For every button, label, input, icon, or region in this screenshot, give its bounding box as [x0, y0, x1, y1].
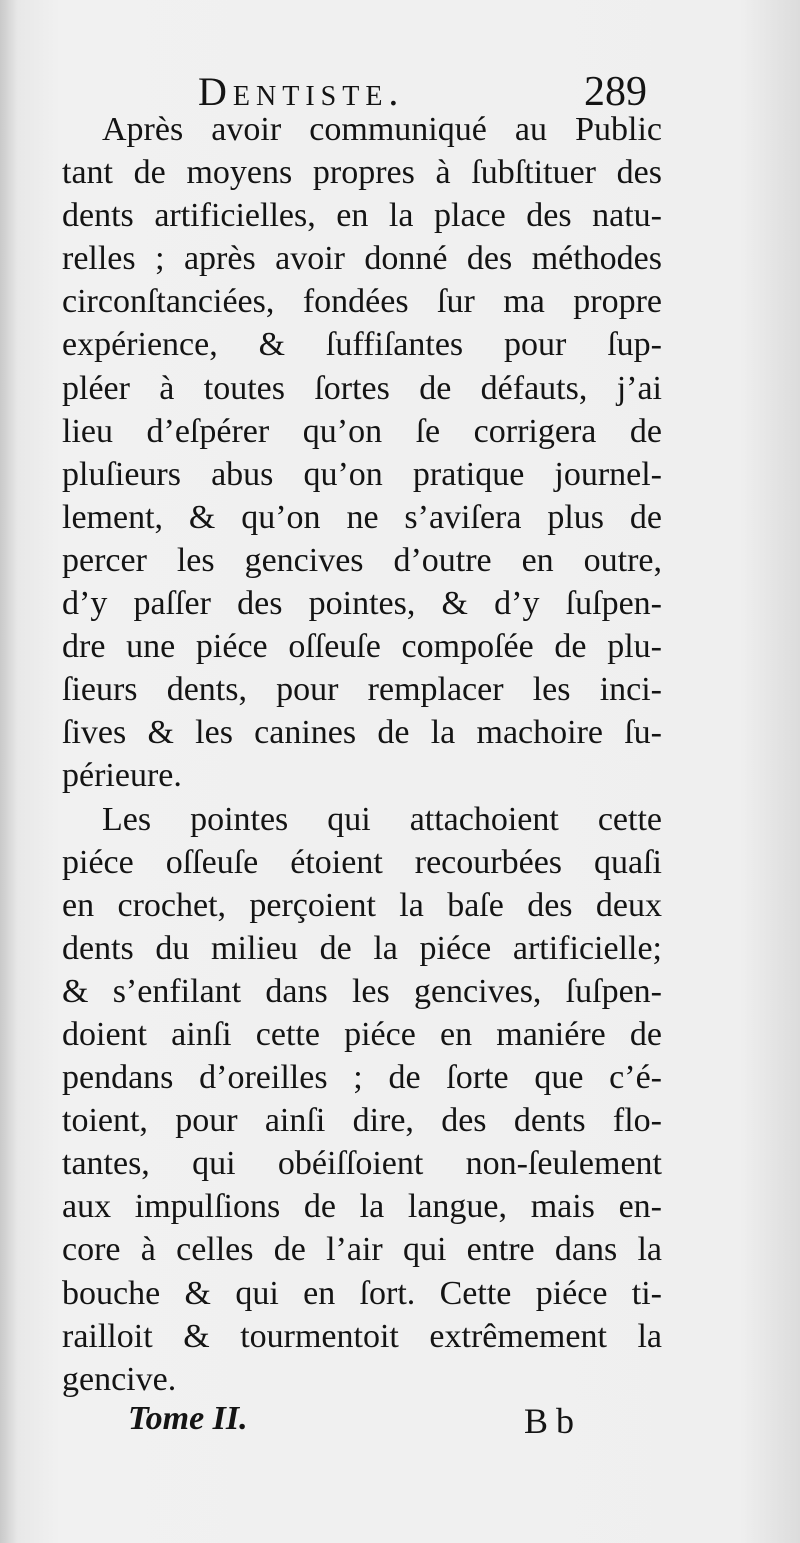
text-line: d’y paſſer des pointes, & d’y ſuſpen-	[62, 585, 662, 623]
text-line: gencive.	[62, 1360, 177, 1398]
text-line: railloit & tourmentoit extrêmement la	[62, 1317, 662, 1355]
text-line: & s’enfilant dans les gencives, ſuſpen-	[62, 972, 662, 1010]
text-line: bouche & qui en ſort. Cette piéce ti-	[62, 1274, 662, 1312]
text-line: Les pointes qui attachoient cette	[102, 800, 662, 838]
body-text	[62, 108, 662, 1401]
text-line: tantes, qui obéiſſoient non-ſeulement	[62, 1145, 662, 1183]
text-line: dre une piéce oſſeuſe compoſée de plu-	[62, 628, 662, 666]
text-line: circonſtanciées, fondées ſur ma propre	[62, 283, 662, 321]
text-line: dents du milieu de la piéce artificielle;	[62, 929, 662, 967]
paragraph-1	[62, 108, 662, 798]
volume-label: Tome II.	[128, 1400, 248, 1437]
text-line: lieu d’eſpérer qu’on ſe corrigera de	[62, 412, 662, 450]
text-line: pendans d’oreilles ; de ſorte que c’é-	[62, 1059, 662, 1097]
text-line: pluſieurs abus qu’on pratique journel-	[62, 455, 662, 493]
text-line: pléer à toutes ſortes de défauts, j’ai	[62, 369, 662, 407]
text-line: core à celles de l’air qui entre dans la	[62, 1231, 662, 1269]
text-line: lement, & qu’on ne s’aviſera plus de	[62, 498, 662, 536]
paragraph-2	[62, 798, 662, 1401]
running-title: Dentiste.	[198, 69, 405, 114]
page-number: 289	[584, 69, 647, 115]
signature-mark: Bb	[524, 1401, 583, 1441]
text-line: tant de moyens propres à ſubſtituer des	[62, 154, 662, 192]
text-line: Après avoir communiqué au Public	[102, 111, 662, 148]
text-line: périeure.	[62, 757, 182, 795]
text-line: percer les gencives d’outre en outre,	[62, 541, 662, 579]
text-line: toient, pour ainſi dire, des dents flo-	[62, 1102, 662, 1140]
text-line: expérience, & ſuffiſantes pour ſup-	[62, 326, 662, 364]
text-line: aux impulſions de la langue, mais en-	[62, 1188, 662, 1226]
text-line: en crochet, perçoient la baſe des deux	[62, 886, 662, 924]
text-line: ſives & les canines de la machoire ſu-	[62, 714, 662, 752]
text-line: doient ainſi cette piéce en maniére de	[62, 1015, 662, 1053]
text-line: ſieurs dents, pour remplacer les inci-	[62, 671, 662, 709]
page-footer	[0, 1400, 800, 1450]
text-line: dents artificielles, en la place des natu-	[62, 197, 662, 235]
text-line: relles ; après avoir donné des méthodes	[62, 240, 662, 278]
text-line: piéce oſſeuſe étoient recourbées quaſi	[62, 843, 662, 881]
